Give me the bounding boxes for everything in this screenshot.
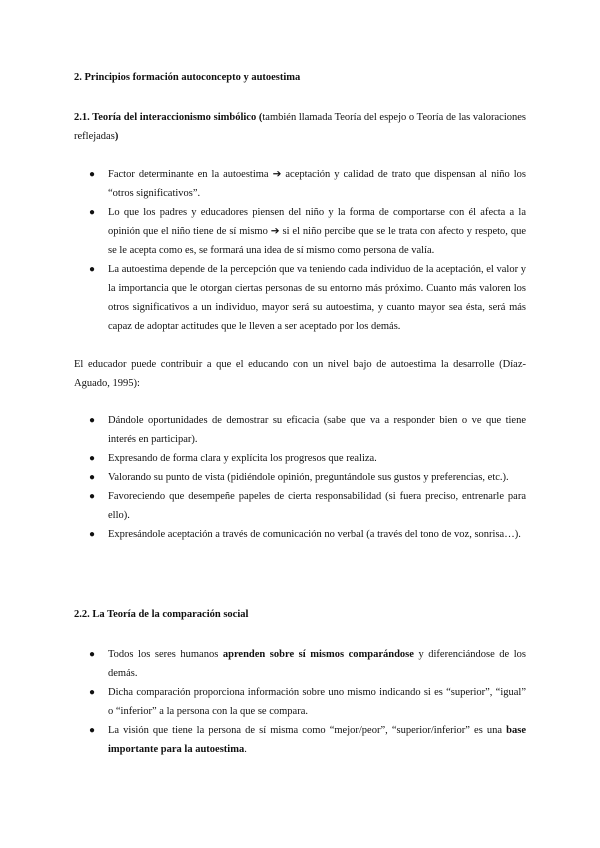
list-item-text-bold: aprenden sobre sí mismos comparándose: [222, 649, 414, 660]
list-item-text-post: .: [244, 744, 247, 755]
list-item-text: Factor determinante en la autoestima ➔ aceptación y calidad de trato que dispensan al niño los “otros significativos”.: [108, 169, 526, 199]
bullet-icon: ●: [89, 207, 96, 218]
list-item-text-bold: base importante para la autoestima: [108, 725, 526, 755]
subsection-title-2: 2.2. La Teoría de la comparación social: [74, 609, 249, 620]
list-item-text: Favoreciendo que desempeñe papeles de cierta responsabilidad (si fuera preciso, entrenarle para ello).: [108, 491, 526, 521]
subsection-title-1: [74, 108, 526, 146]
list-item-text: Expresando de forma clara y explícita los progresos que realiza.: [108, 453, 377, 464]
list-item: [74, 487, 526, 525]
list-item: [74, 721, 526, 759]
bullet-icon: ●: [89, 725, 96, 736]
bullet-icon: ●: [89, 687, 96, 698]
bullet-icon: ●: [89, 649, 96, 660]
subsection-title-rest: también llamada Teoría del espejo o Teoría de las valoraciones reflejadas: [74, 112, 526, 142]
list-item: [74, 449, 526, 468]
list-item: [74, 260, 526, 336]
list-item: [74, 411, 526, 449]
list-item-text-post: y diferenciándose de los demás.: [108, 649, 526, 679]
list-item-text: Dicha comparación proporciona información sobre uno mismo indicando si es “superior”, “igual” o “inferior” a la persona con la que se compara.: [108, 687, 526, 717]
list-item-text: Dándole oportunidades de demostrar su eficacia (sabe que va a responder bien o ve que tiene interés en participar).: [108, 415, 526, 445]
list-item: [74, 645, 526, 683]
bullet-icon: ●: [89, 453, 96, 464]
bullet-icon: ●: [89, 491, 96, 502]
list-item-text: Lo que los padres y educadores piensen del niño y la forma de comportarse con él afecta a la opinión que el niño tiene de sí mismo ➔ si el niño percibe que se le trata con afecto y respeto, que se le acepta como es, se formará una idea de sí mismo como persona de valía.: [108, 207, 526, 256]
bullet-icon: ●: [89, 169, 96, 180]
list-item: [74, 525, 526, 544]
list-item: [74, 165, 526, 203]
educator-paragraph: El educador puede contribuir a que el educando con un nivel bajo de autoestima la desarrolle (Díaz-Aguado, 1995):: [74, 359, 526, 389]
subsection-title-bold: 2.1. Teoría del interaccionismo simbólico (: [74, 112, 263, 123]
list-item: [74, 683, 526, 721]
comparison-bullet-list: [74, 645, 526, 759]
educator-bullet-list: [74, 411, 526, 544]
bullet-icon: ●: [89, 264, 96, 275]
list-item-text: Valorando su punto de vista (pidiéndole opinión, preguntándole sus gustos y preferencias, etc.).: [108, 472, 509, 483]
subsection-title-close: ): [114, 131, 119, 142]
list-item: [74, 203, 526, 260]
bullet-icon: ●: [89, 529, 96, 540]
bullet-icon: ●: [89, 472, 96, 483]
list-item-text-pre: La visión que tiene la persona de sí misma como “mejor/peor”, “superior/inferior” es una: [108, 725, 507, 736]
list-item: [74, 468, 526, 487]
list-item-text: La autoestima depende de la percepción que va teniendo cada individuo de la aceptación, el valor y la importancia que le otorgan ciertas personas de su entorno más próximo. Cuanto más valoren los otros significativos a un individuo, mayor será su autoestima, y cuanto mayor sea ésta, será más capaz de adoptar actitudes que le lleven a ser aceptado por los demás.: [108, 264, 526, 332]
bullet-icon: ●: [89, 415, 96, 426]
list-item-text-pre: Todos los seres humanos: [108, 649, 223, 660]
list-item-text: Expresándole aceptación a través de comunicación no verbal (a través del tono de voz, sonrisa…).: [108, 529, 521, 540]
theory-bullet-list: [74, 165, 526, 336]
section-heading: 2. Principios formación autoconcepto y autoestima: [74, 72, 301, 83]
